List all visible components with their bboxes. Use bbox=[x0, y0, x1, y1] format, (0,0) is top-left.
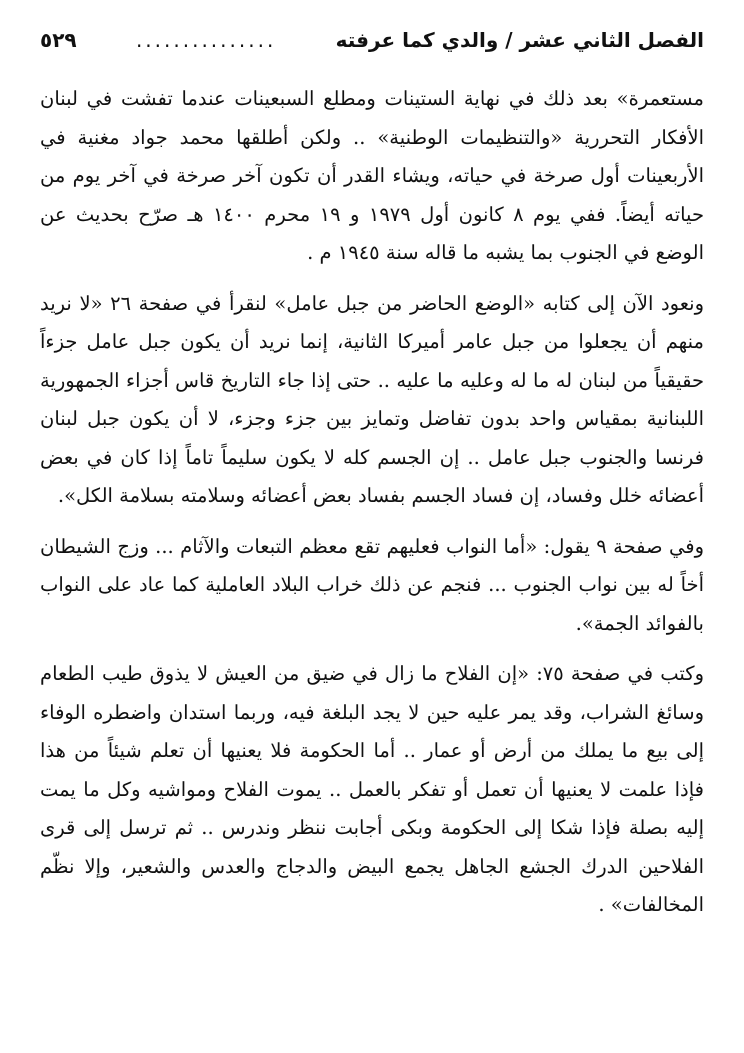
paragraph-1: مستعمرة» بعد ذلك في نهاية الستينات ومطلع السبعينات عندما تفشت في لبنان الأفكار التحررية «والتنظيمات الوطنية» .. ولكن أطلقها محمد جواد مغنية في الأربعينات أول صرخة في حياته، ويشاء القدر أن تكون آخر صرخة في آخر يوم من حياته أيضاً. ففي يوم ٨ كانون أول ١٩٧٩ و ١٩ محرم ١٤٠٠ هـ صرّح بحديث عن الوضع في الجنوب بما يشبه ما قاله سنة ١٩٤٥ م . bbox=[40, 87, 704, 264]
page-body bbox=[40, 80, 704, 925]
paragraph-2: ونعود الآن إلى كتابه «الوضع الحاضر من جبل عامل» لنقرأ في صفحة ٢٦ «لا نريد منهم أن يجعلوا من جبل عامر أميركا الثانية، إنما نريد أن يكون جبل عامل جزءاً حقيقياً من لبنان له ما له وعليه ما عليه .. حتى إذا جاء التاريخ قاس أجزاء الجمهورية اللبنانية بمقياس واحد بدون تفاضل وتمايز بين جزء وجزء، لا أن يكون جبل لبنان فرنسا والجنوب جبل عامل .. إن الجسم كله لا يكون سليماً تاماً إذا كان في بعض أعضائه خلل وفساد، إن فساد الجسم بفساد بعض أعضائه وسلامته بسلامة الكل». bbox=[40, 291, 704, 507]
paragraph-4: وكتب في صفحة ٧٥: «إن الفلاح ما زال في ضيق من العيش لا يذوق طيب الطعام وسائغ الشراب، وقد يمر عليه حين لا يجد البلغة فيه، وربما استدان واضطره الوفاء إلى بيع ما يملك من أرض أو عمار .. أما الحكومة فلا يعنيها أن تعلم شيئاً من هذا فإذا علمت لا يعنيها أن تعمل أو تفكر بالعمل .. يموت الفلاح ومواشيه وكل ما يمت إليه بصلة فإذا شكا إلى الحكومة وبكى أجابت ننظر وندرس .. ثم ترسل إلى قرى الفلاحين الدرك الجشع الجاهل يجمع البيض والدجاج والعدس والشعير، وإلا نظّم المخالفات» . bbox=[40, 662, 704, 916]
page-number: ٥٢٩ bbox=[40, 28, 77, 52]
chapter-title: الفصل الثاني عشر / والدي كما عرفته bbox=[335, 28, 704, 52]
paragraph-3: وفي صفحة ٩ يقول: «أما النواب فعليهم تقع معظم التبعات والآثام ... وزج الشيطان أخاً له بين نواب الجنوب ... فنجم عن ذلك خراب البلاد العاملية كما عاد على النواب بالفوائد الجمة». bbox=[40, 534, 704, 635]
running-header bbox=[40, 28, 704, 68]
leader-dots: ............... bbox=[135, 28, 277, 52]
book-page bbox=[40, 28, 704, 937]
